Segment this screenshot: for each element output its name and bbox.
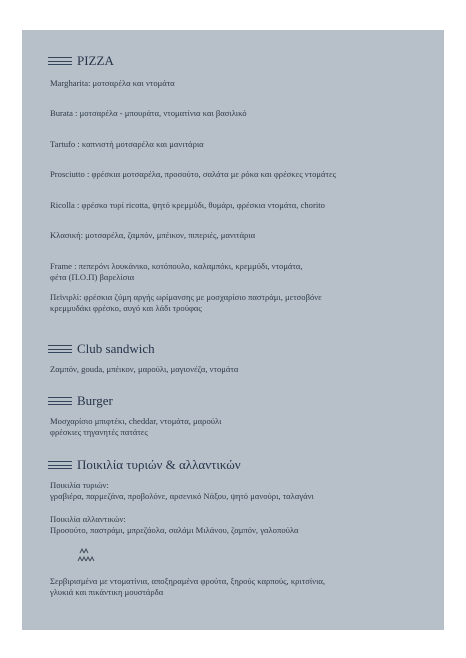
triple-line-icon bbox=[48, 461, 72, 469]
cheese-label: Ποικιλία τυριών: bbox=[50, 480, 109, 490]
serving-note-line1: Σερβιρισμένα με ντοματίνια, αποξηραμένα φρούτα, ξηρούς καρπούς, κριτσίνια, bbox=[50, 576, 326, 586]
club-description: Ζαμπόν, gouda, μπέικον, μαρούλι, μαγιονέζα, ντομάτα bbox=[50, 364, 239, 374]
meat-label: Ποικιλία αλλαντικών: bbox=[50, 514, 126, 524]
pizza-item-tartufo: Tartufo : καπνιστή μοτσαρέλα και μανιτάρια bbox=[50, 139, 204, 149]
burger-heading bbox=[48, 393, 113, 409]
pizza-item-ricolla: Ricolla : φρέσκο τυρί ricotta, ψητό κρεμμύδι, θυμάρι, φρέσκια ντομάτα, chorito bbox=[50, 200, 325, 210]
burger-description-line1: Μοσχαρίσιο μπιφτέκι, cheddar, ντομάτα, μαρούλι bbox=[50, 416, 222, 426]
platter-heading bbox=[48, 457, 241, 473]
pizza-item-peinirli-line2: κρεμμυδάκι φρέσκο, αυγό και λάδι τρούφας bbox=[50, 303, 202, 313]
pizza-item-burata: Burata : μοτσαρέλα - μπουράτα, ντοματίνια και βασιλικό bbox=[50, 108, 247, 118]
triple-line-icon bbox=[48, 57, 72, 65]
platter-title: Ποικιλία τυριών & αλλαντικών bbox=[77, 457, 241, 472]
cheese-list: γραβιέρα, παρμεζάνα, προβολόνε, αρσενικό Νάξου, ψητό μανούρι, ταλαγάνι bbox=[50, 491, 314, 501]
vegetarian-symbol-icon bbox=[76, 546, 98, 568]
burger-description-line2: φρέσκιες τηγανητές πατάτες bbox=[50, 427, 148, 437]
pizza-item-frame-line2: φέτα (Π.Ο.Π) βαρελίσια bbox=[50, 272, 135, 282]
pizza-title: PIZZA bbox=[77, 53, 114, 68]
pizza-item-prosciutto: Prosciutto : φρέσκια μοτσαρέλα, προσούτο, σαλάτα με ρόκα και φρέσκες ντομάτες bbox=[50, 169, 337, 179]
pizza-item-frame-line1: Frame : πεπερόνι λουκάνικο, κοτόπουλο, καλαμπόκι, κρεμμύδι, ντομάτα, bbox=[50, 261, 303, 271]
club-title: Club sandwich bbox=[77, 341, 155, 356]
serving-note-line2: γλυκιά και πικάντικη μουστάρδα bbox=[50, 587, 164, 597]
meat-list: Προσούτο, παστράμι, μπρεζάολα, σαλάμι Μιλάνου, ζαμπόν, γαλοπούλα bbox=[50, 525, 299, 535]
pizza-item-classic: Κλασική: μοτσαρέλα, ζαμπόν, μπέικον, πιπεριές, μανιτάρια bbox=[50, 230, 256, 240]
pizza-item-peinirli-line1: Πεϊνιρλί: φρέσκια ζύμη αργής ωρίμανσης με μοσχαρίσιο παστράμι, μετσοβόνε bbox=[50, 292, 322, 302]
triple-line-icon bbox=[48, 397, 72, 405]
triple-line-icon bbox=[48, 345, 72, 353]
pizza-heading bbox=[48, 53, 114, 69]
menu-panel bbox=[22, 30, 444, 630]
pizza-item-margharita: Margharita: μοτσαρέλα και ντομάτα bbox=[50, 78, 175, 88]
burger-title: Burger bbox=[77, 393, 113, 408]
club-heading bbox=[48, 341, 155, 357]
